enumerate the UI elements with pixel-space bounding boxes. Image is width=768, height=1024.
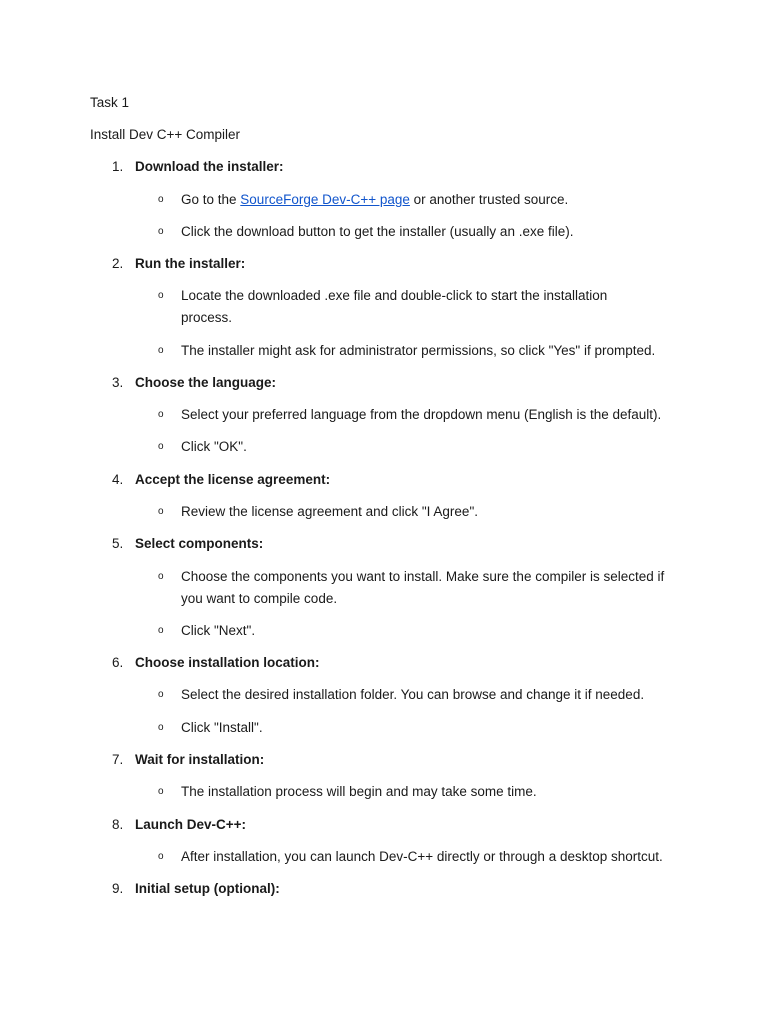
list-item-text: you want to compile code. — [181, 591, 338, 606]
bullet-icon: o — [158, 786, 164, 797]
list-item-text: Choose the components you want to install. Make sure the compiler is selected if — [181, 569, 665, 584]
list-item-text: or another trusted source. — [409, 192, 569, 207]
step-title: Select components: — [135, 536, 264, 551]
step-title: Download the installer: — [135, 159, 284, 174]
list-item-text: Click "Next". — [181, 623, 256, 638]
step-number: 4. — [112, 472, 124, 487]
step-number: 7. — [112, 752, 124, 767]
sourceforge-link[interactable]: SourceForge Dev-C++ page — [240, 192, 410, 207]
bullet-icon: o — [158, 194, 164, 205]
step-title: Accept the license agreement: — [135, 472, 331, 487]
bullet-icon: o — [158, 226, 164, 237]
step-title: Run the installer: — [135, 256, 246, 271]
step-number: 2. — [112, 256, 124, 271]
list-item-text: Go to the — [181, 192, 241, 207]
step-title: Choose installation location: — [135, 655, 320, 670]
bullet-icon: o — [158, 409, 164, 420]
bullet-icon: o — [158, 689, 164, 700]
list-item-text: Locate the downloaded .exe file and double-click to start the installation — [181, 288, 608, 303]
step-title: Choose the language: — [135, 375, 277, 390]
list-item-text: After installation, you can launch Dev-C++ directly or through a desktop shortcut. — [181, 849, 663, 864]
list-item-text: The installation process will begin and may take some time. — [181, 784, 537, 799]
bullet-icon: o — [158, 571, 164, 582]
bullet-icon: o — [158, 506, 164, 517]
step-number: 3. — [112, 375, 124, 390]
document-subtitle: Install Dev C++ Compiler — [90, 127, 241, 142]
step-title: Wait for installation: — [135, 752, 265, 767]
list-item-text: Review the license agreement and click "I Agree". — [181, 504, 478, 519]
bullet-icon: o — [158, 625, 164, 636]
step-number: 5. — [112, 536, 124, 551]
list-item-text: process. — [181, 310, 233, 325]
list-item-text: Click "OK". — [181, 439, 247, 454]
step-number: 8. — [112, 817, 124, 832]
task-label: Task 1 — [90, 95, 130, 110]
list-item-text: Select your preferred language from the dropdown menu (English is the default). — [181, 407, 662, 422]
bullet-icon: o — [158, 722, 164, 733]
list-item-text: Click the download button to get the installer (usually an .exe file). — [181, 224, 574, 239]
list-item-text: Select the desired installation folder. You can browse and change it if needed. — [181, 687, 645, 702]
step-title: Launch Dev-C++: — [135, 817, 247, 832]
bullet-icon: o — [158, 851, 164, 862]
list-item-text: The installer might ask for administrator permissions, so click "Yes" if prompted. — [181, 343, 656, 358]
bullet-icon: o — [158, 441, 164, 452]
list-item-text: Click "Install". — [181, 720, 263, 735]
step-number: 9. — [112, 881, 124, 896]
step-title: Initial setup (optional): — [135, 881, 280, 896]
step-number: 1. — [112, 159, 124, 174]
bullet-icon: o — [158, 345, 164, 356]
step-number: 6. — [112, 655, 124, 670]
bullet-icon: o — [158, 290, 164, 301]
